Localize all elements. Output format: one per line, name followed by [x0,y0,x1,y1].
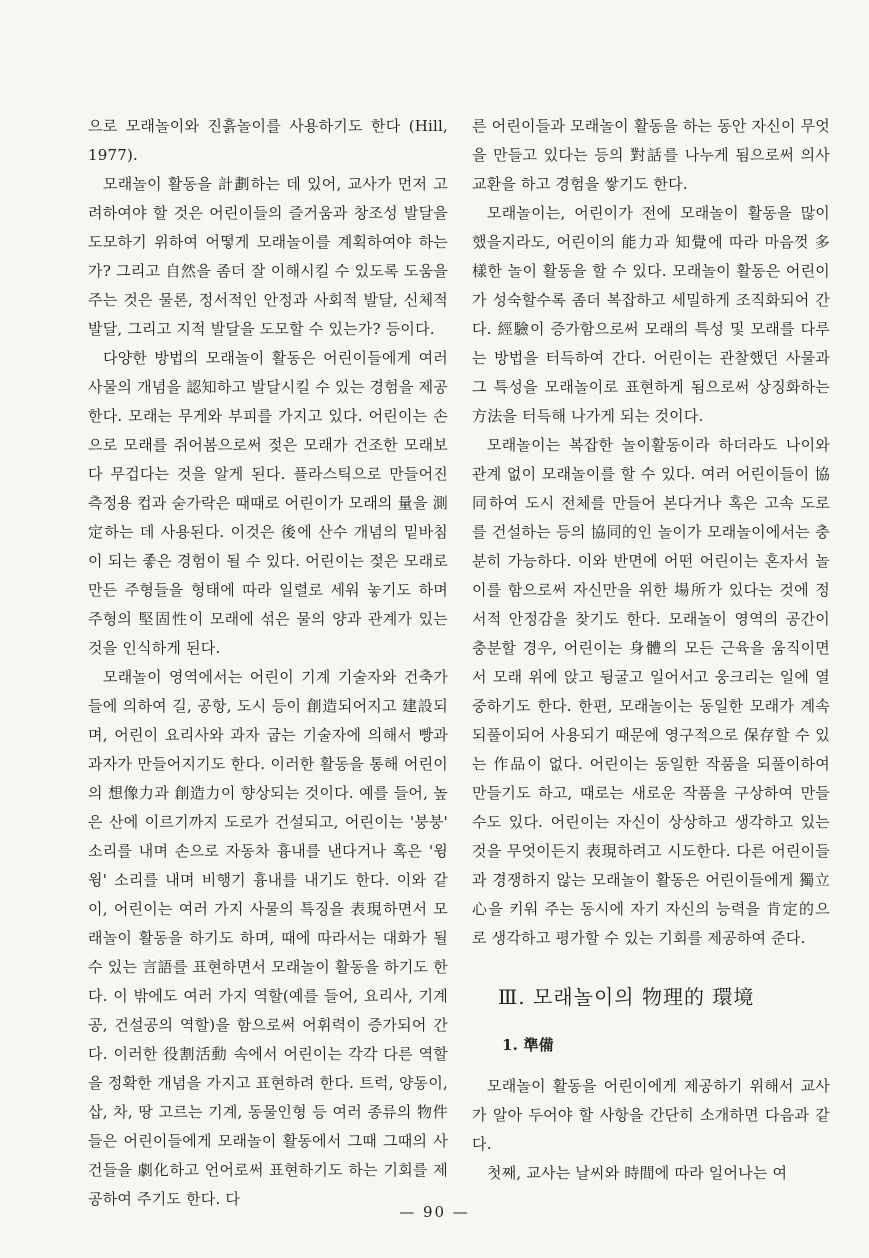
sub-heading: 1. 準備 [502,1036,554,1054]
left-column [88,112,448,1214]
page-number: — 90 — [399,1203,470,1221]
paragraph: 모래놀이 활동을 計劃하는 데 있어, 교사가 먼저 고려하여야 할 것은 어린이들의 즐거움과 창조성 발달을 도모하기 위하여 어떻게 모래놀이를 계획하여야 하는가? 그리고 自然을 좀더 잘 이해시킬 수 있도록 도움을 주는 것은 물론, 정서적인 안정과 사회적 발달, 신체적 발달, 그리고 지적 발달을 도모할 수 있는가? 등이다. [88,175,448,338]
paragraph: 모래놀이 영역에서는 어린이 기계 기술자와 건축가들에 의하여 길, 공항, 도시 등이 創造되어지고 建設되며, 어린이 요리사와 과자 굽는 기술자에 의해서 빵과 과자가 만들어지기도 한다. 이러한 활동을 통해 어린이의 想像力과 創造力이 향상되는 것이다. 예를 들어, 높은 산에 이르기까지 도로가 건설되고, 어린이는 '붕붕' 소리를 내며 손으로 자동차 흉내를 낸다거나 혹은 '윙윙' 소리를 내며 비행기 흉내를 내기도 한다. 이와 같이, 어린이는 여러 가지 사물의 특징을 表現하면서 모래놀이 활동을 하기도 하며, 때에 따라서는 대화가 될 수 있는 言語를 표현하면서 모래놀이 활동을 하기도 한다. 이 밖에도 여러 가지 역할(예를 들어, 요리사, 기계공, 건설공의 역할)을 함으로써 어휘력이 증가되어 간다. 이러한 役割活動 속에서 어린이는 각각 다른 역할을 정확한 개념을 가지고 표현하려 한다. 트럭, 양동이, 삽, 차, 땅 고르는 기계, 동물인형 등 여러 종류의 物件들은 어린이들에게 모래놀이 활동에서 그때 그때의 사건들을 劇化하고 언어로써 표현하기도 하는 기회를 제공하여 주기도 한다. 다 [88,668,448,1208]
paragraph: 모래놀이는, 어린이가 전에 모래놀이 활동을 많이 했을지라도, 어린이의 能力과 知覺에 따라 마음껏 多樣한 놀이 활동을 할 수 있다. 모래놀이 활동은 어린이가 성숙할수록 좀더 복잡하고 세밀하게 조직화되어 간다. 經驗이 증가함으로써 모래의 특성 및 모래를 다루는 방법을 터득하여 간다. 어린이는 관찰했던 사물과 그 특성을 모래놀이로 표현하게 됨으로써 상징화하는 方法을 터득해 나가게 되는 것이다. [472,204,830,425]
right-column [472,112,830,1188]
paragraph: 첫째, 교사는 날씨와 時間에 따라 일어나는 여 [487,1164,788,1182]
section-heading: Ⅲ. 모래놀이의 物理的 環境 [498,985,755,1009]
paragraph: 른 어린이들과 모래놀이 활동을 하는 동안 자신이 무엇을 만들고 있다는 등의 對話를 나누게 됨으로써 의사 교환을 하고 경험을 쌓기도 한다. [472,117,830,193]
paragraph: 으로 모래놀이와 진흙놀이를 사용하기도 한다 (Hill, 1977). [88,117,448,164]
paragraph: 다양한 방법의 모래놀이 활동은 어린이들에게 여러 사물의 개념을 認知하고 발달시킬 수 있는 경험을 제공한다. 모래는 무게와 부피를 가지고 있다. 어린이는 손으로 모래를 쥐어봄으로써 젖은 모래가 건조한 모래보다 무겁다는 것을 알게 된다. 플라스틱으로 만들어진 측정용 컵과 숟가락은 때때로 어린이가 모래의 量을 測定하는 데 사용된다. 이것은 後에 산수 개념의 밑바침이 되는 좋은 경험이 될 수 있다. 어린이는 젖은 모래로 만든 주형들을 형태에 따라 일렬로 세워 놓기도 하며 주형의 堅固性이 모래에 섞은 물의 양과 관계가 있는 것을 인식하게 된다. [88,349,448,657]
paragraph: 모래놀이는 복잡한 놀이활동이라 하더라도 나이와 관계 없이 모래놀이를 할 수 있다. 여러 어린이들이 協同하여 도시 전체를 만들어 본다거나 혹은 고속 도로를 건설하는 등의 協同的인 놀이가 모래놀이에서는 충분히 가능하다. 이와 반면에 어떤 어린이는 혼자서 놀이를 함으로써 자신만을 위한 場所가 있다는 것에 정서적 안정감을 찾기도 한다. 모래놀이 영역의 공간이 충분할 경우, 어린이는 身體의 모든 근육을 움직이면서 모래 위에 앉고 뒹굴고 일어서고 웅크리는 일에 열중하기도 한다. 한편, 모래놀이는 동일한 모래가 계속 되풀이되어 사용되기 때문에 영구적으로 保存할 수 있는 作品이 없다. 어린이는 동일한 작품을 되풀이하여 만들기도 하고, 때로는 새로운 작품을 구상하여 만들 수도 있다. 어린이는 자신이 상상하고 생각하고 있는 것을 무엇이든지 表現하려고 시도한다. 다른 어린이들과 경쟁하지 않는 모래놀이 활동은 어린이들에게 獨立心을 키워 주는 동시에 자기 자신의 능력을 肯定的으로 생각하고 평가할 수 있는 기회를 제공하여 준다. [472,436,830,947]
paragraph: 모래놀이 활동을 어린이에게 제공하기 위해서 교사가 알아 두어야 할 사항을 간단히 소개하면 다음과 같다. [472,1077,830,1153]
